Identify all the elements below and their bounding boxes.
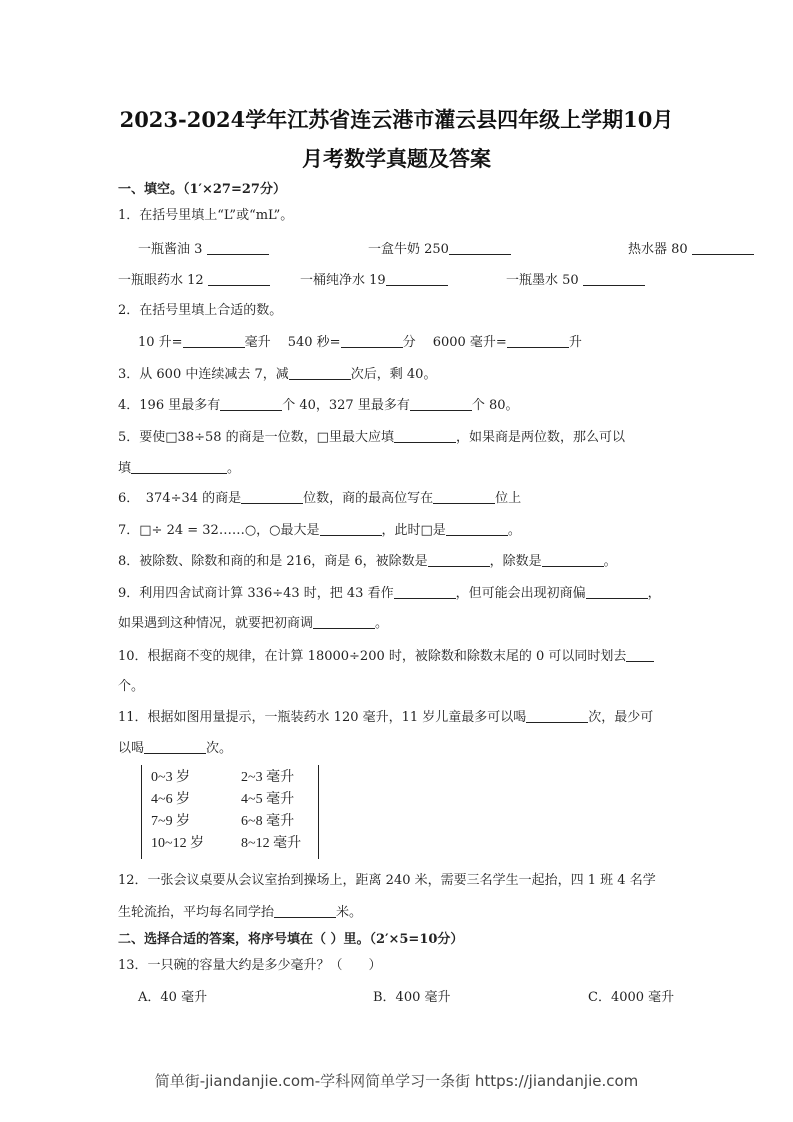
question-text: 13．一只碗的容量大约是多少毫升？（ ） bbox=[118, 958, 382, 973]
question-text: 次后，剩 40。 bbox=[350, 367, 437, 382]
dosage-row bbox=[151, 790, 294, 810]
question-text: 3．从 600 中连续减去 7，减 bbox=[118, 367, 289, 382]
answer-blank[interactable] bbox=[274, 903, 336, 918]
question-text: 升 bbox=[568, 335, 582, 350]
answer-blank[interactable] bbox=[320, 521, 382, 536]
question-text: 4．196 里最多有 bbox=[118, 398, 221, 413]
question-text: 毫升 540 秒= bbox=[244, 335, 341, 350]
question-line bbox=[118, 271, 686, 290]
answer-blank[interactable] bbox=[131, 459, 227, 474]
question-line bbox=[118, 678, 144, 696]
question-line bbox=[118, 521, 521, 540]
question-text: 。 bbox=[507, 523, 521, 538]
answer-blank[interactable] bbox=[289, 365, 351, 380]
question-line bbox=[118, 396, 519, 415]
question-text: 一桶纯净水 19 bbox=[300, 273, 386, 288]
question-line bbox=[118, 739, 232, 758]
question-item bbox=[118, 989, 373, 1007]
answer-blank[interactable] bbox=[586, 584, 648, 599]
question-text: 个 40，327 里最多有 bbox=[282, 398, 410, 413]
answer-blank[interactable] bbox=[394, 584, 456, 599]
question-line bbox=[118, 302, 282, 320]
question-line bbox=[118, 584, 661, 603]
question-line bbox=[118, 903, 362, 922]
question-text: ，如果商是两位数，那么可以 bbox=[455, 430, 625, 445]
question-text: 位上 bbox=[495, 491, 522, 506]
question-text: B．400 毫升 bbox=[373, 990, 451, 1005]
section-heading bbox=[118, 181, 286, 199]
question-text: 生轮流抬，平均每名同学抬 bbox=[118, 905, 275, 920]
question-text: 次，最少可 bbox=[588, 710, 654, 725]
question-text: 11．根据如图用量提示，一瓶装药水 120 毫升，11 岁儿童最多可以喝 bbox=[118, 710, 527, 725]
question-text: 二、选择合适的答案，将序号填在（ ）里。（2′×5=10分） bbox=[118, 932, 464, 947]
question-text: ，但可能会出现初商偏 bbox=[455, 586, 586, 601]
dosage-row bbox=[151, 768, 294, 788]
question-line bbox=[118, 708, 653, 727]
question-item bbox=[300, 271, 480, 290]
dose-amount: 2~3 毫升 bbox=[241, 770, 295, 785]
question-line bbox=[118, 489, 521, 508]
answer-blank[interactable] bbox=[208, 271, 270, 286]
question-text: 10 升= bbox=[138, 335, 183, 350]
answer-blank[interactable] bbox=[241, 489, 303, 504]
section-heading bbox=[118, 931, 463, 949]
dosage-row bbox=[151, 834, 301, 854]
age-range: 7~9 岁 bbox=[151, 814, 191, 829]
question-line bbox=[118, 207, 293, 225]
question-text: 。 bbox=[375, 616, 389, 631]
question-text: 个。 bbox=[118, 679, 145, 694]
question-text: 。 bbox=[227, 461, 241, 476]
question-line bbox=[118, 872, 656, 890]
answer-blank[interactable] bbox=[446, 521, 508, 536]
answer-blank[interactable] bbox=[313, 614, 375, 629]
dosage-row bbox=[151, 812, 294, 832]
question-item bbox=[480, 271, 686, 290]
question-item bbox=[118, 271, 300, 290]
question-text: 一、填空。（1′×27=27分） bbox=[118, 182, 286, 197]
answer-blank[interactable] bbox=[207, 240, 269, 255]
question-line bbox=[118, 647, 654, 666]
age-range: 0~3 岁 bbox=[151, 770, 191, 785]
question-line bbox=[118, 989, 708, 1007]
question-line bbox=[118, 614, 388, 633]
question-line bbox=[118, 365, 436, 384]
question-text: 1．在括号里填上“L”或“mL”。 bbox=[118, 208, 294, 223]
question-text: 12．一张会议桌要从会议室抬到操场上，距离 240 米，需要三名学生一起抬，四 1 班 4 名学 bbox=[118, 873, 656, 888]
answer-blank[interactable] bbox=[542, 552, 604, 567]
question-text: 热水器 80 bbox=[628, 242, 692, 257]
answer-blank[interactable] bbox=[183, 333, 245, 348]
question-text: 以喝 bbox=[118, 741, 145, 756]
answer-blank[interactable] bbox=[341, 333, 403, 348]
question-line bbox=[118, 459, 240, 478]
question-text: ， bbox=[647, 586, 661, 601]
question-line bbox=[118, 333, 582, 352]
question-line bbox=[118, 957, 382, 975]
question-text: 8．被除数、除数和商的和是 216，商是 6，被除数是 bbox=[118, 554, 428, 569]
age-range: 4~6 岁 bbox=[151, 792, 191, 807]
answer-blank[interactable] bbox=[449, 240, 511, 255]
age-range: 10~12 岁 bbox=[151, 836, 205, 851]
question-text: 2．在括号里填上合适的数。 bbox=[118, 303, 283, 318]
answer-blank[interactable] bbox=[507, 333, 569, 348]
document-title-line-2: 月考数学真题及答案 bbox=[302, 146, 491, 171]
question-text: ，除数是 bbox=[489, 554, 542, 569]
answer-blank[interactable] bbox=[428, 552, 490, 567]
document-title-line-1: 2023-2024学年江苏省连云港市灌云县四年级上学期10月 bbox=[119, 107, 674, 132]
question-item bbox=[118, 240, 278, 259]
question-line bbox=[118, 552, 617, 571]
question-text: 一盒牛奶 250 bbox=[368, 242, 449, 257]
answer-blank[interactable] bbox=[386, 271, 448, 286]
dosage-table bbox=[141, 765, 319, 859]
question-text: 7．□÷ 24 = 32……○，○最大是 bbox=[118, 523, 320, 538]
question-text: 5．要使□38÷58 的商是一位数，□里最大应填 bbox=[118, 430, 394, 445]
dose-amount: 6~8 毫升 bbox=[241, 814, 295, 829]
question-line bbox=[118, 240, 793, 259]
question-text: 9．利用四舍试商计算 336÷43 时，把 43 看作 bbox=[118, 586, 394, 601]
question-text: ，此时□是 bbox=[381, 523, 446, 538]
question-text: 填 bbox=[118, 461, 132, 476]
question-item bbox=[588, 240, 793, 259]
question-text: 分 6000 毫升= bbox=[402, 335, 507, 350]
question-text: 如果遇到这种情况，就要把初商调 bbox=[118, 616, 314, 631]
question-text: A．40 毫升 bbox=[138, 990, 208, 1005]
question-text: 一瓶墨水 50 bbox=[506, 273, 583, 288]
question-item bbox=[588, 989, 708, 1007]
question-text: 一瓶眼药水 12 bbox=[118, 273, 208, 288]
answer-blank[interactable] bbox=[626, 647, 654, 662]
question-text: C．4000 毫升 bbox=[588, 990, 675, 1005]
question-text: 次。 bbox=[206, 741, 233, 756]
footer-watermark: 简单街-jiandanjie.com-学科网简单学习一条街 https://jiandanjie.com bbox=[154, 1072, 639, 1090]
answer-blank[interactable] bbox=[410, 396, 472, 411]
answer-blank[interactable] bbox=[526, 708, 588, 723]
answer-blank[interactable] bbox=[692, 240, 754, 255]
dose-amount: 8~12 毫升 bbox=[241, 836, 302, 851]
question-line bbox=[118, 428, 625, 447]
question-text: 一瓶酱油 3 bbox=[138, 242, 207, 257]
answer-blank[interactable] bbox=[220, 396, 282, 411]
answer-blank[interactable] bbox=[433, 489, 495, 504]
question-text: 米。 bbox=[336, 905, 363, 920]
question-text: 10．根据商不变的规律，在计算 18000÷200 时，被除数和除数末尾的 0 可以同时划去 bbox=[118, 649, 627, 664]
question-text: 位数，商的最高位写在 bbox=[303, 491, 434, 506]
answer-blank[interactable] bbox=[394, 428, 456, 443]
question-item bbox=[373, 989, 588, 1007]
answer-blank[interactable] bbox=[144, 739, 206, 754]
question-text: 6． 374÷34 的商是 bbox=[118, 491, 242, 506]
answer-blank[interactable] bbox=[583, 271, 645, 286]
dose-amount: 4~5 毫升 bbox=[241, 792, 295, 807]
question-item bbox=[278, 240, 588, 259]
question-text: 。 bbox=[603, 554, 617, 569]
question-text: 个 80。 bbox=[471, 398, 519, 413]
